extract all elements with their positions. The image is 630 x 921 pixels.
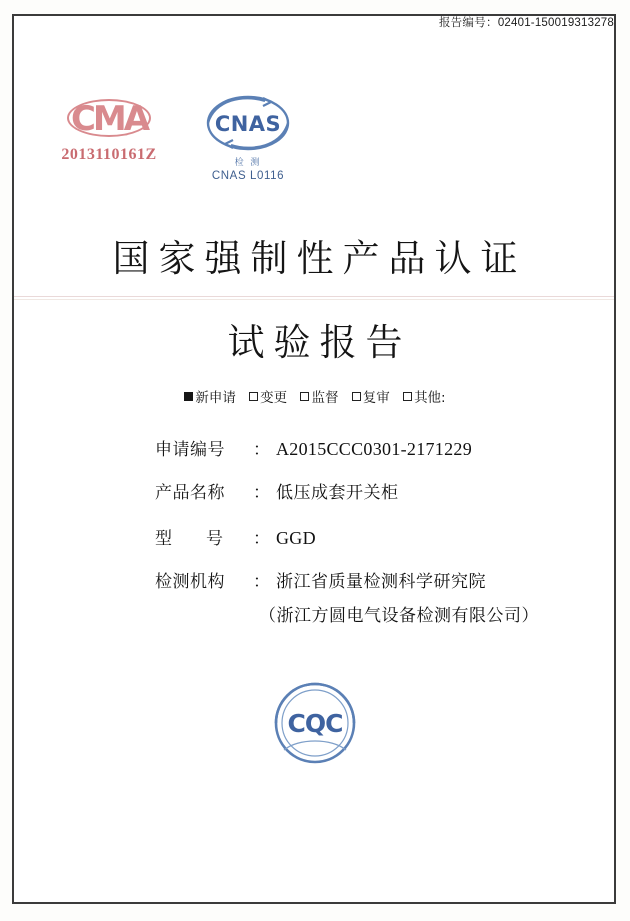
cma-text: CMA (70, 99, 148, 139)
checkbox-change-label: 变更 (260, 390, 288, 406)
checkbox-new-icon[interactable] (184, 392, 193, 401)
cqc-seal (0, 672, 630, 779)
field-model (155, 527, 575, 550)
field-product-name-colon: ： (253, 483, 270, 504)
checkbox-other-label: 其他: (414, 390, 446, 406)
field-product-name-value: 低压成套开关柜 (276, 483, 399, 504)
field-test-organization-label: 检测机构 (155, 571, 225, 592)
cnas-icon (193, 92, 303, 154)
checkbox-item-other[interactable] (403, 386, 446, 406)
field-product-name (155, 483, 575, 504)
report-number (439, 14, 614, 30)
page-title: 国家强制性产品认证 (112, 237, 527, 280)
scan-artifact-line (14, 296, 614, 297)
checkbox-supervision-label: 监督 (311, 390, 339, 406)
checkbox-other-icon[interactable] (403, 392, 412, 401)
cma-code: 2013110161Z (61, 146, 157, 163)
report-number-label: 报告编号： (438, 15, 498, 29)
cma-ring-icon (67, 99, 151, 137)
checkbox-item-new[interactable] (184, 386, 236, 406)
field-test-organization-value: 浙江省质量检测科学研究院 (276, 571, 486, 592)
page-subtitle: 试验报告 (227, 321, 412, 364)
checkbox-review-label: 复审 (362, 390, 390, 406)
svg-text:CNAS: CNAS (214, 112, 282, 136)
document-fields (155, 438, 575, 648)
field-model-colon: ： (253, 528, 270, 549)
field-model-value: GGD (276, 527, 316, 548)
checkbox-review-icon[interactable] (352, 392, 361, 401)
svg-text:CQC: CQC (287, 709, 343, 738)
scan-artifact-line-secondary (14, 299, 614, 300)
field-product-name-label: 产品名称 (155, 483, 225, 504)
field-application-number (155, 438, 575, 461)
cma-mark-block (44, 98, 174, 164)
checkbox-change-icon[interactable] (249, 392, 258, 401)
field-model-label: 型 号 (155, 528, 223, 549)
field-test-organization (155, 572, 575, 593)
report-number-value: 02401-150019313278 (497, 17, 614, 29)
field-application-number-colon: ： (253, 440, 270, 460)
checkbox-item-supervision[interactable] (300, 386, 338, 406)
checkbox-supervision-icon[interactable] (300, 392, 309, 401)
field-application-number-value: A2015CCC0301-2171229 (276, 439, 473, 459)
checkbox-item-review[interactable] (352, 386, 390, 406)
checkbox-new-label: 新申请 (195, 390, 236, 406)
field-application-number-label: 申请编号 (155, 440, 225, 460)
checkbox-item-change[interactable] (249, 386, 287, 406)
cnas-mark-block (178, 92, 318, 182)
cnas-subtitle: 检 测 (234, 158, 262, 168)
field-test-organization-value-second-line: （浙江方圆电气设备检测有限公司） (259, 606, 539, 626)
accreditation-marks (0, 92, 630, 202)
cnas-code: CNAS L0116 (211, 170, 285, 182)
cma-icon (61, 98, 157, 140)
field-test-organization-colon: ： (253, 571, 270, 592)
cqc-icon (264, 672, 366, 774)
application-type-row (0, 386, 630, 406)
